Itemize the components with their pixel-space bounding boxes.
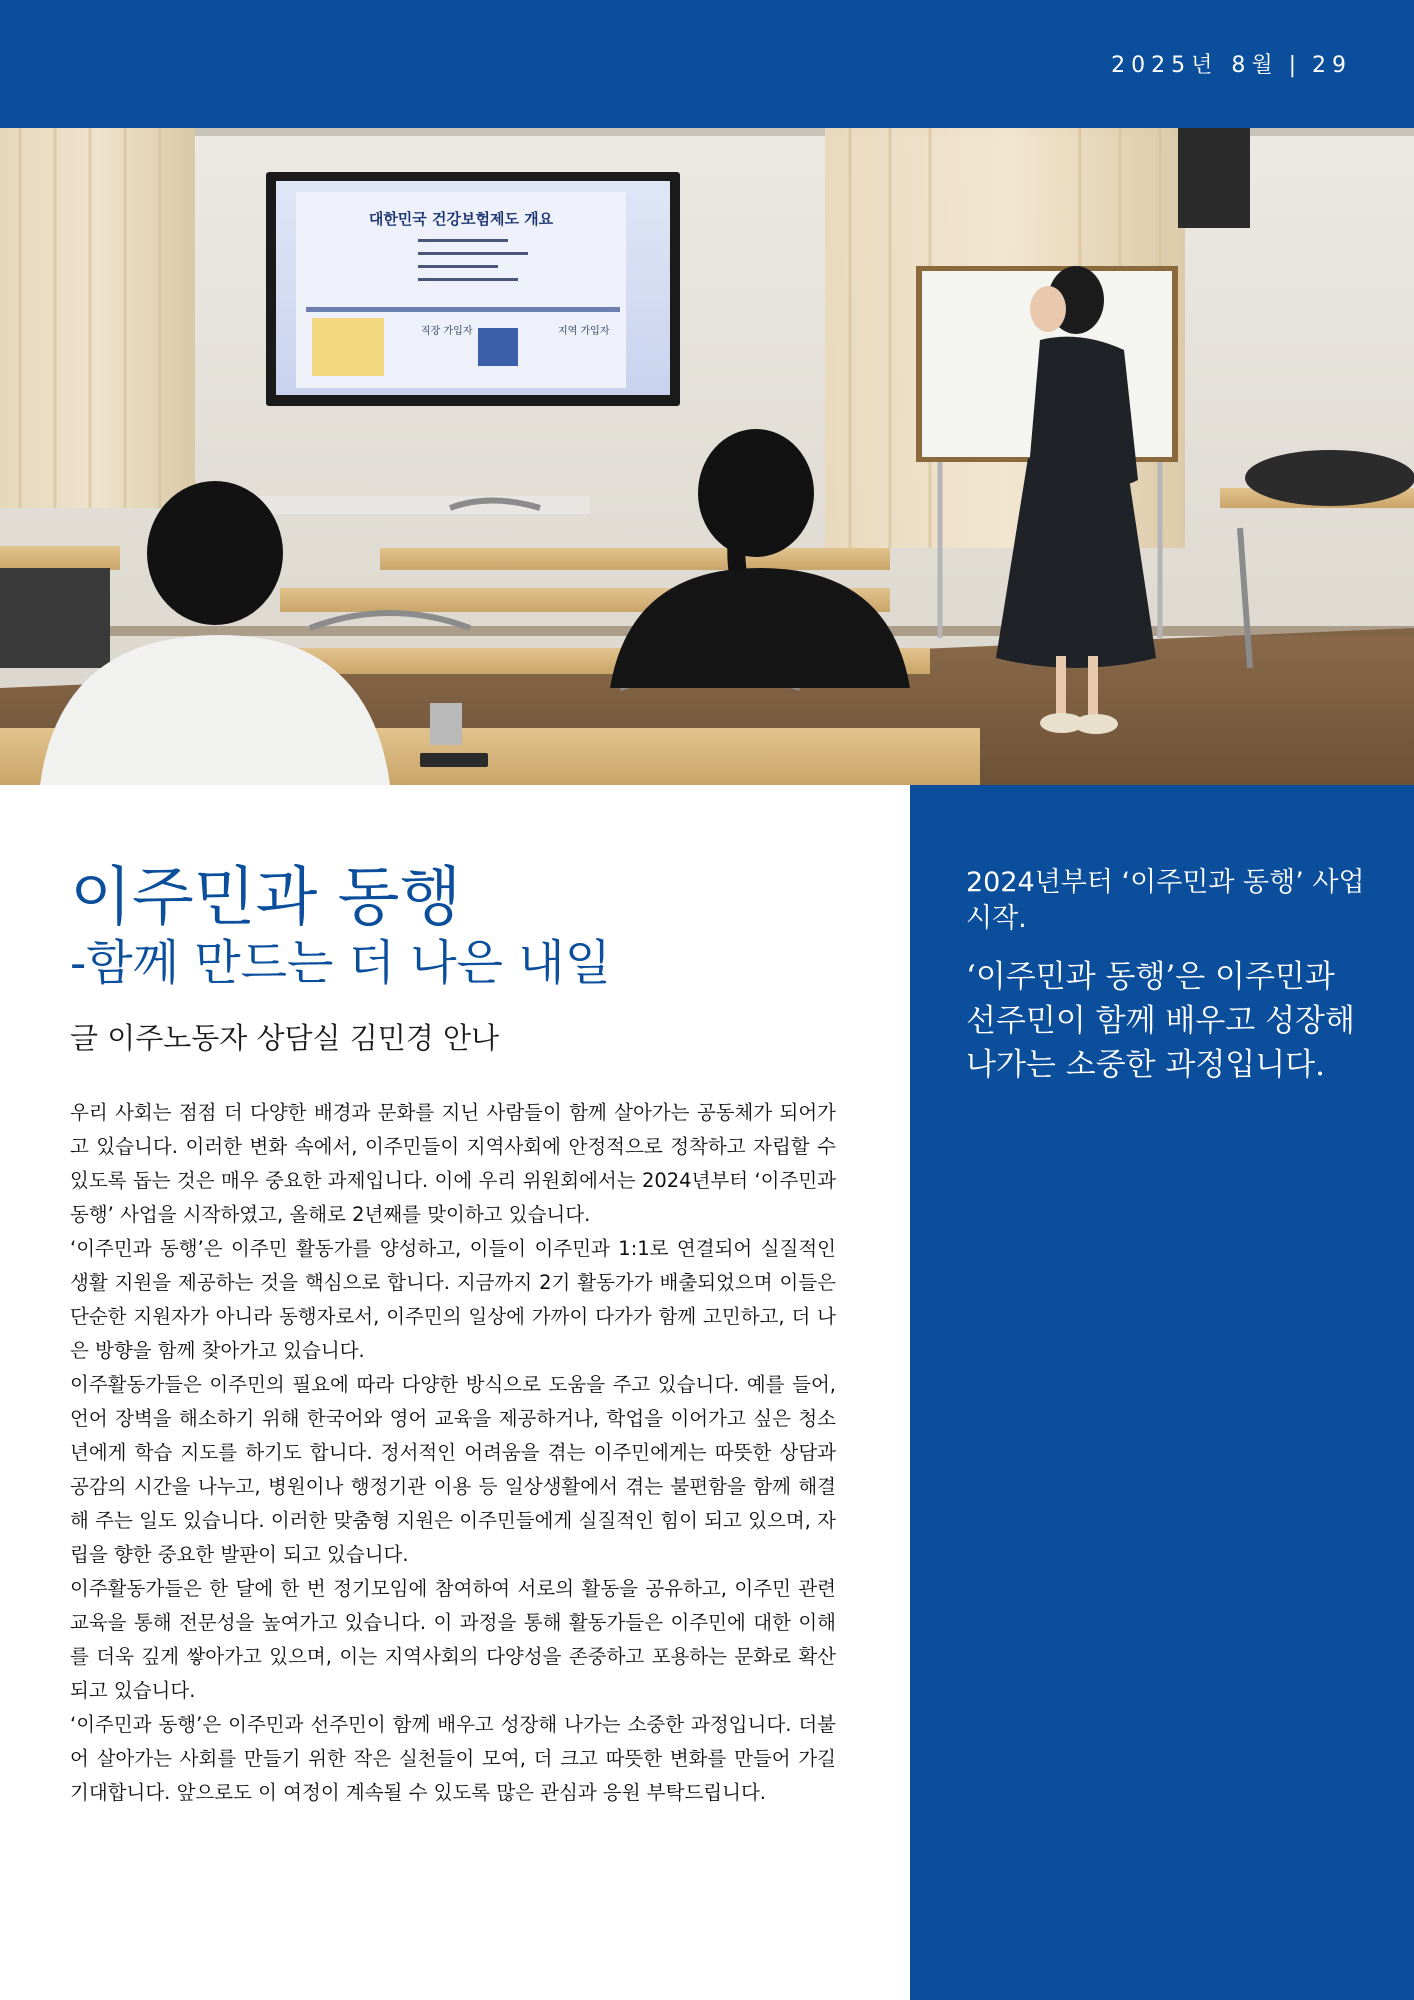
article-paragraph: 이주활동가들은 한 달에 한 번 정기모임에 참여하여 서로의 활동을 공유하고, 이주민 관련 교육을 통해 전문성을 높여가고 있습니다. 이 과정을 통해 활동가들은 이주민에 대한 이해를 더욱 깊게 쌓아가고 있으며, 이는 지역사회의 다양성을 존중하고 포용하는 문화로 확산되고 있습니다. [70,1577,836,1702]
header-bar [0,0,1414,128]
screen-label-2: 지역 가입자 [558,326,610,337]
issue-date: 2025년 8월 [1111,53,1279,78]
screen-label-1: 직장 가입자 [421,326,473,337]
article-paragraph: ‘이주민과 동행’은 이주민과 선주민이 함께 배우고 성장해 나가는 소중한 과정입니다. 더불어 살아가는 사회를 만들기 위한 작은 실천들이 모여, 더 크고 따뜻한 변화를 만들어 가길 기대합니다. 앞으로도 이 여정이 계속될 수 있도록 많은 관심과 응원 부탁드립니다. [70,1713,836,1804]
screen-title: 대한민국 건강보험제도 개요 [368,210,554,228]
article-paragraph: 이주활동가들은 이주민의 필요에 따라 다양한 방식으로 도움을 주고 있습니다. 예를 들어, 언어 장벽을 해소하기 위해 한국어와 영어 교육을 제공하거나, 학업을 이어가고 싶은 청소년에게 학습 지도를 하기도 합니다. 정서적인 어려움을 겪는 이주민에게는 따뜻한 상담과 공감의 시간을 나누고, 병원이나 행정기관 이용 등 일상생활에서 겪는 불편함을 함께 해결해 주는 일도 있습니다. 이러한 맞춤형 지원은 이주민들에게 실질적인 힘이 되고 있으며, 자립을 향한 중요한 발판이 되고 있습니다. [70,1373,836,1566]
byline: 글 이주노동자 상담실 김민경 안나 [70,1021,500,1055]
pull-quote-sidebar [910,785,1414,2000]
article-subtitle: -함께 만드는 더 나은 내일 [70,935,611,991]
article-paragraph: ‘이주민과 동행’은 이주민 활동가를 양성하고, 이들이 이주민과 1:1로 연결되어 실질적인 생활 지원을 제공하는 것을 핵심으로 합니다. 지금까지 2기 활동가가 배출되었으며 이들은 단순한 지원자가 아니라 동행자로서, 이주민의 일상에 가까이 다가가 함께 고민하고, 더 나은 방향을 함께 찾아가고 있습니다. [70,1237,836,1362]
issue-info [1111,48,1352,79]
issue-separator: | [1288,53,1302,78]
pull-quote: ‘이주민과 동행’은 이주민과 선주민이 함께 배우고 성장해 나가는 소중한 과정입니다. [966,959,1355,1083]
lecture-photo [0,128,1414,785]
page-number: 29 [1312,53,1352,78]
article-paragraph: 우리 사회는 점점 더 다양한 배경과 문화를 지닌 사람들이 함께 살아가는 공동체가 되어가고 있습니다. 이러한 변화 속에서, 이주민들이 지역사회에 안정적으로 정착하고 자립할 수 있도록 돕는 것은 매우 중요한 과제입니다. 이에 우리 위원회에서는 2024년부터 ‘이주민과 동행’ 사업을 시작하였고, 올해로 2년째를 맞이하고 있습니다. [70,1101,836,1226]
article-title: 이주민과 동행 [70,861,462,935]
article-body [70,1096,836,1810]
sidebar-intro: 2024년부터 ‘이주민과 동행’ 사업 시작. [966,867,1365,934]
